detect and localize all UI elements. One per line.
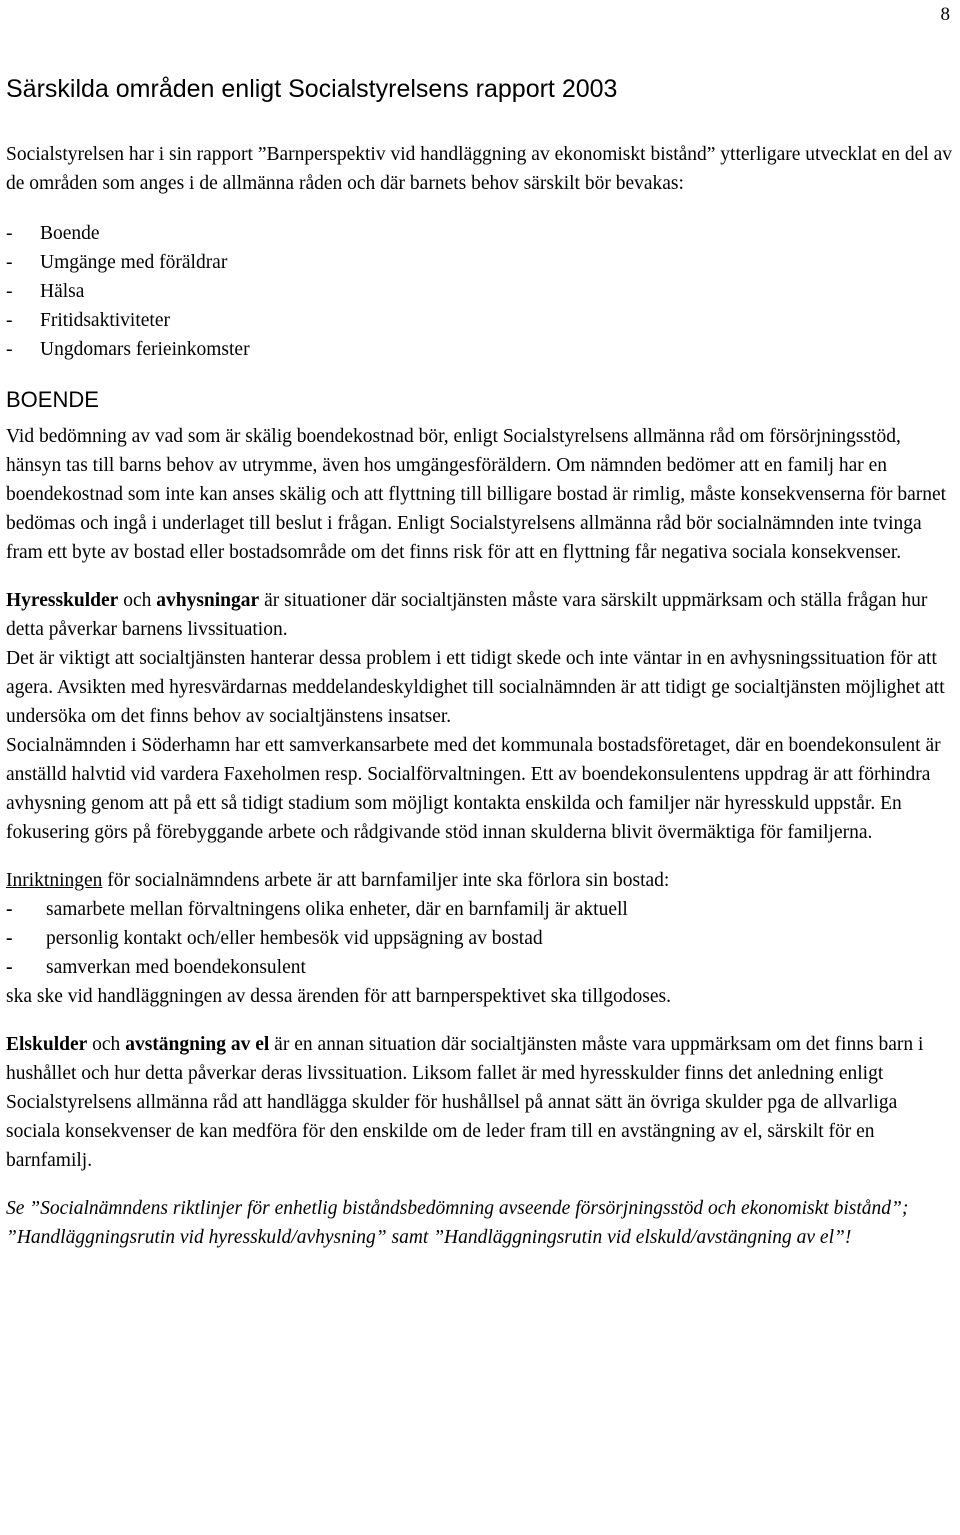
areas-list bbox=[6, 219, 956, 364]
page-heading: Särskilda områden enligt Socialstyrelsens rapport 2003 bbox=[6, 75, 618, 103]
paragraph-focus: Inriktningen för socialnämndens arbete är att barnfamiljer inte ska förlora sin bostad: bbox=[6, 870, 670, 891]
reference-note: Se ”Socialnämndens riktlinjer för enhetlig biståndsbedömning avseende försörjningsstöd och ekonomiskt bistånd”; ”Handläggningsrutin vid hyresskuld/avhysning” samt ”Handläggningsrutin vid elskuld/avstängning av el”! bbox=[6, 1198, 909, 1248]
list-item: - samverkan med boendekonsulent bbox=[6, 957, 306, 978]
paragraph-electricity: Elskulder och avstängning av el är en annan situation där socialtjänsten måste vara uppmärksam om det finns barn i hushållet och hur detta påverkar deras livssituation. Liksom fallet är med hyresskulder finns det anledning enligt Socialstyrelsens allmänna råd att handlägga skulder för hushållsel på annat sätt än övriga skulder pga de allvarliga sociala konsekvenser de kan medföra för den enskilde om de leder fram till en avstängning av el, särskilt för en barnfamilj. bbox=[6, 1034, 924, 1171]
paragraph-cooperation: Socialnämnden i Söderhamn har ett samverkansarbete med det kommunala bostadsföretaget, där en boendekonsulent är anställd halvtid vid vardera Faxeholmen resp. Socialförvaltningen. Ett av boendekonsulentens uppdrag är att förhindra avhysning genom att på ett så tidigt stadium som möjligt kontakta enskilda och familjer när hyresskuld uppstår. En fokusering görs på förebyggande arbete och rådgivande stöd innan skulderna blivit övermäktiga för familjerna. bbox=[6, 735, 941, 843]
list-item: - Hälsa bbox=[6, 281, 85, 302]
list-item: - Fritidsaktiviteter bbox=[6, 310, 170, 331]
list-item: - Umgänge med föräldrar bbox=[6, 252, 228, 273]
list-item: - Boende bbox=[6, 223, 100, 244]
paragraph-early-action: Det är viktigt att socialtjänsten hanterar dessa problem i ett tidigt skede och inte väntar in en avhysningssituation för att agera. Avsikten med hyresvärdarnas meddelandeskyldighet till socialnämnden är att tidigt ge socialtjänsten möjlighet att undersöka om det finns behov av socialtjänstens insatser. bbox=[6, 648, 945, 727]
page-content bbox=[6, 71, 956, 1252]
section-title: BOENDE bbox=[6, 387, 99, 412]
intro-paragraph: Socialstyrelsen har i sin rapport ”Barnperspektiv vid handläggning av ekonomiskt bistånd” ytterligare utvecklat en del av de områden som anges i de allmänna råden och där barnets behov särskilt bör bevakas: bbox=[6, 144, 953, 194]
focus-list bbox=[6, 895, 956, 982]
list-item: - personlig kontakt och/eller hembesök vid uppsägning av bostad bbox=[6, 928, 543, 949]
list-item: - Ungdomars ferieinkomster bbox=[6, 339, 250, 360]
paragraph-housing-cost: Vid bedömning av vad som är skälig boendekostnad bör, enligt Socialstyrelsens allmänna råd om försörjningsstöd, hänsyn tas till barns behov av utrymme, även hos umgängesföräldern. Om nämnden bedömer att en familj har en boendekostnad som inte kan anses skälig och att flyttning till billigare bostad är rimlig, måste konsekvenserna för barnet bedömas och ingå i underlaget till beslut i frågan. Enligt Socialstyrelsens allmänna råd bör socialnämnden inte tvinga fram ett byte av bostad eller bostadsområde om det finns risk för att en flyttning får negativa sociala konsekvenser. bbox=[6, 426, 947, 563]
paragraph-focus-end: ska ske vid handläggningen av dessa ärenden för att barnperspektivet ska tillgodoses. bbox=[6, 986, 671, 1007]
list-item: - samarbete mellan förvaltningens olika enheter, där en barnfamilj är aktuell bbox=[6, 899, 628, 920]
paragraph-rent-debts: Hyresskulder och avhysningar är situationer där socialtjänsten måste vara särskilt uppmärksam och ställa frågan hur detta påverkar barnens livssituation. bbox=[6, 590, 928, 640]
page-number: 8 bbox=[940, 4, 950, 25]
